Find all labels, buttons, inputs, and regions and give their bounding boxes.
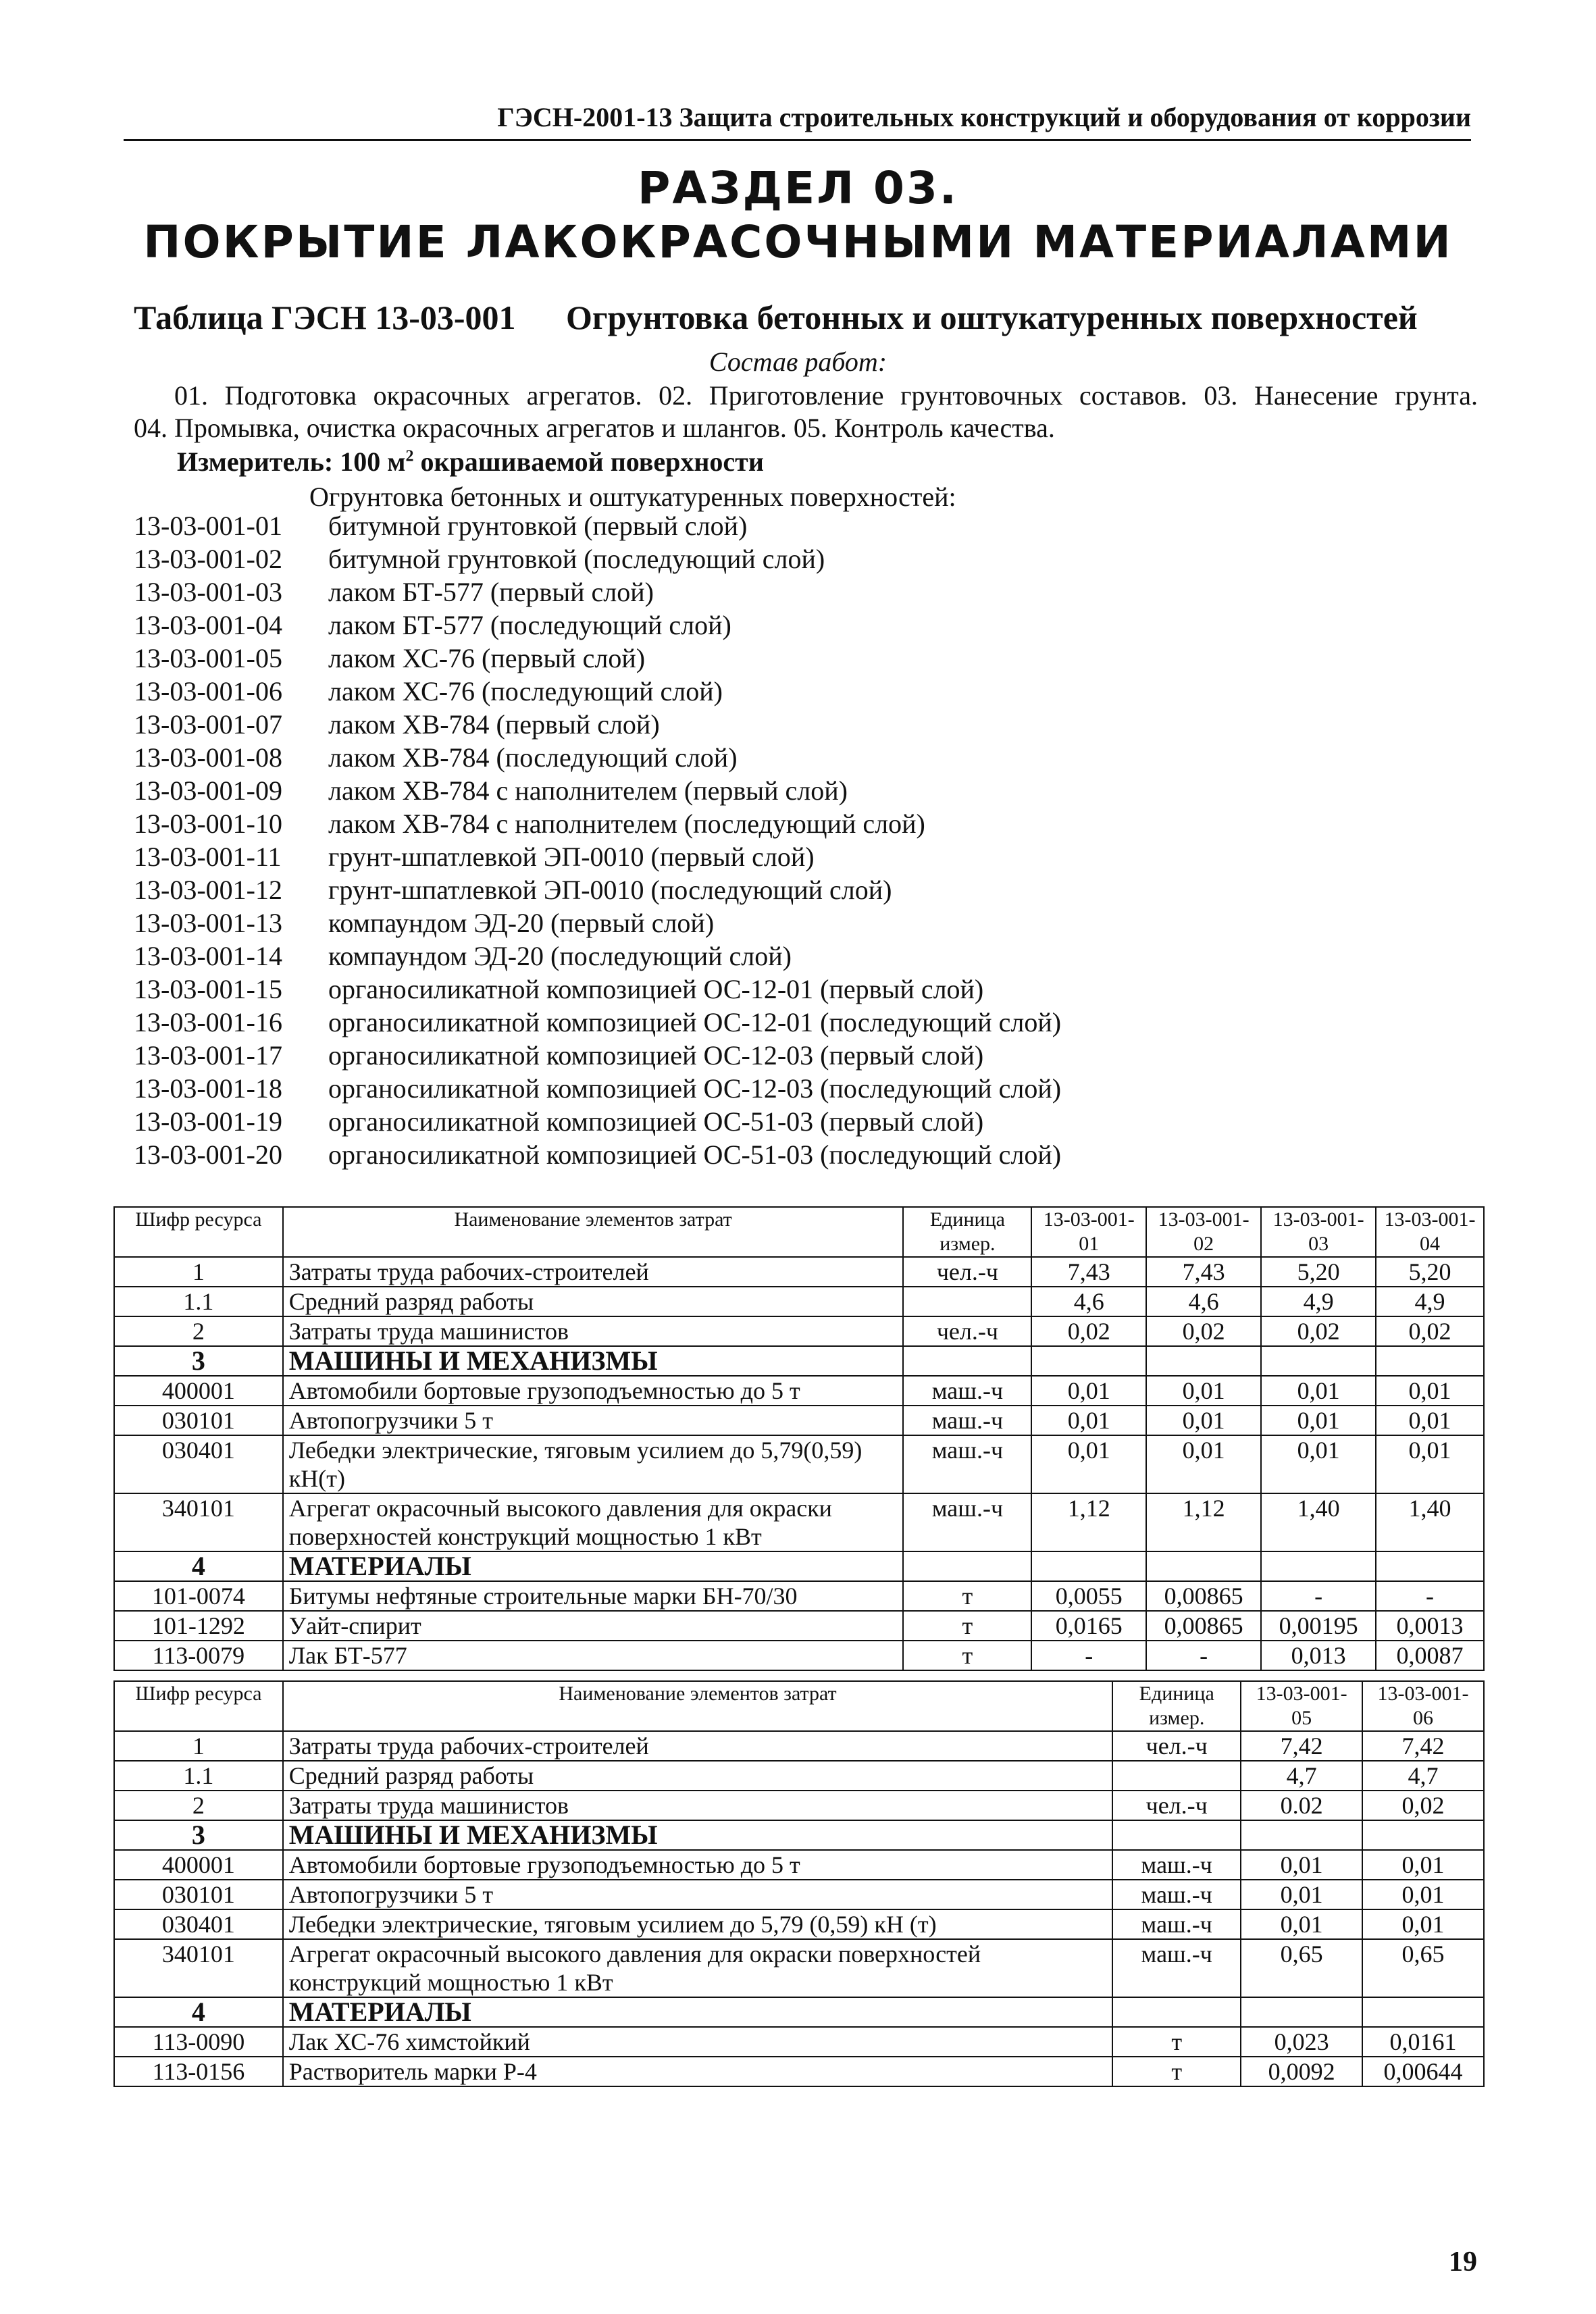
- norm-item: [134, 1138, 1061, 1171]
- cell-value: 0,01: [1362, 1850, 1484, 1880]
- cell-code: 340101: [114, 1493, 283, 1551]
- table-header-row: [114, 1681, 1484, 1731]
- cell-value: 7,43: [1146, 1257, 1261, 1287]
- resource-table-2: [113, 1680, 1485, 2087]
- cell-value: 0,00865: [1146, 1611, 1261, 1641]
- table-row: [114, 1406, 1484, 1435]
- norm-code: 13-03-001-18: [134, 1073, 282, 1104]
- norm-text: органосиликатной композицией ОС-51-03 (первый слой): [328, 1106, 984, 1137]
- cell-unit: [1112, 1820, 1241, 1850]
- cell-value: [1146, 1551, 1261, 1581]
- header-code: Шифр ресурса: [114, 1681, 283, 1731]
- cell-value: 0,02: [1261, 1316, 1376, 1346]
- norm-text: грунт-шпатлевкой ЭП-0010 (первый слой): [328, 842, 815, 872]
- cell-value: 0,01: [1376, 1376, 1484, 1406]
- cell-unit: [903, 1287, 1031, 1316]
- cell-value: [1362, 1820, 1484, 1850]
- cell-value: 0,02: [1031, 1316, 1146, 1346]
- cell-code: 1: [114, 1731, 283, 1761]
- table-row: [114, 1880, 1484, 1909]
- cell-name: Растворитель марки Р-4: [283, 2057, 1112, 2086]
- norm-code: 13-03-001-08: [134, 742, 282, 773]
- cell-value: 0,0013: [1376, 1611, 1484, 1641]
- cell-code: 400001: [114, 1850, 283, 1880]
- cell-code: 1.1: [114, 1761, 283, 1791]
- norm-text: лаком ХВ-784 (последующий слой): [328, 742, 738, 773]
- cell-code: 101-1292: [114, 1611, 283, 1641]
- cell-unit: т: [1112, 2027, 1241, 2057]
- cell-unit: [1112, 1997, 1241, 2027]
- cell-name: МАШИНЫ И МЕХАНИЗМЫ: [283, 1346, 904, 1376]
- cell-unit: т: [903, 1641, 1031, 1670]
- norm-text: компаундом ЭД-20 (последующий слой): [328, 941, 792, 971]
- norm-code: 13-03-001-16: [134, 1007, 282, 1037]
- cell-value: 4,6: [1146, 1287, 1261, 1316]
- cell-value: [1376, 1551, 1484, 1581]
- composition-text: [134, 380, 1478, 444]
- section-subtitle: ПОКРЫТИЕ ЛАКОКРАСОЧНЫМИ МАТЕРИАЛАМИ: [143, 216, 1453, 268]
- cell-unit: маш.-ч: [903, 1493, 1031, 1551]
- cell-value: [1261, 1551, 1376, 1581]
- cell-value: 4,9: [1261, 1287, 1376, 1316]
- norm-item: [134, 973, 1061, 1006]
- cell-code: 2: [114, 1791, 283, 1820]
- cell-code: 030101: [114, 1880, 283, 1909]
- cell-code: 3: [114, 1820, 283, 1850]
- cell-name: Затраты труда машинистов: [283, 1791, 1112, 1820]
- cell-name: Лак ХС-76 химстойкий: [283, 2027, 1112, 2057]
- norm-text: лаком ХС-76 (последующий слой): [328, 676, 723, 706]
- norm-item: [134, 1072, 1061, 1105]
- cell-name: Агрегат окрасочный высокого давления для окраски поверхностей конструкций мощностью 1 кВт: [283, 1493, 904, 1551]
- table-row: [114, 1551, 1484, 1581]
- cell-value: 1,40: [1261, 1493, 1376, 1551]
- norm-item: [134, 906, 1061, 940]
- norm-text: лаком БТ-577 (последующий слой): [328, 610, 731, 640]
- norm-code: 13-03-001-09: [134, 775, 282, 806]
- cell-name: Затраты труда рабочих-строителей: [283, 1731, 1112, 1761]
- cell-unit: [903, 1551, 1031, 1581]
- cell-value: 4,7: [1241, 1761, 1362, 1791]
- cell-code: 400001: [114, 1376, 283, 1406]
- cell-code: 4: [114, 1551, 283, 1581]
- cell-value: 0,00865: [1146, 1581, 1261, 1611]
- cell-unit: [903, 1346, 1031, 1376]
- header-name: Наименование элементов затрат: [283, 1681, 1112, 1731]
- cell-value: 0,0165: [1031, 1611, 1146, 1641]
- cell-value: [1031, 1346, 1146, 1376]
- table-row: [114, 1997, 1484, 2027]
- cell-value: 0,0092: [1241, 2057, 1362, 2086]
- table-row: [114, 1791, 1484, 1820]
- cell-code: 113-0079: [114, 1641, 283, 1670]
- cell-value: [1146, 1346, 1261, 1376]
- norm-text: органосиликатной композицией ОС-12-03 (первый слой): [328, 1040, 984, 1071]
- cell-value: 0,01: [1376, 1435, 1484, 1493]
- composition-heading: Состав работ:: [709, 346, 887, 377]
- cell-value: 0,01: [1362, 1909, 1484, 1939]
- table-row: [114, 2057, 1484, 2086]
- norm-item: [134, 1039, 1061, 1072]
- resource-table-1: [113, 1206, 1485, 1671]
- cell-value: 0.02: [1241, 1791, 1362, 1820]
- norm-item: [134, 1006, 1061, 1039]
- cell-value: -: [1031, 1641, 1146, 1670]
- cell-name: МАТЕРИАЛЫ: [283, 1551, 904, 1581]
- cell-code: 030101: [114, 1406, 283, 1435]
- cell-unit: т: [903, 1581, 1031, 1611]
- cell-value: 0,0087: [1376, 1641, 1484, 1670]
- cell-value: 0,01: [1241, 1909, 1362, 1939]
- header-norm-column: 13-03-001-06: [1362, 1681, 1484, 1731]
- composition-line-2: 04. Промывка, очистка окрасочных агрегатов и шлангов. 05. Контроль качества.: [134, 413, 1055, 443]
- norm-code: 13-03-001-20: [134, 1139, 282, 1170]
- norm-item: [134, 840, 1061, 873]
- cell-value: 0,01: [1362, 1880, 1484, 1909]
- norm-item: [134, 675, 1061, 708]
- meter-sup: 2: [405, 447, 414, 465]
- cell-name: Автомобили бортовые грузоподъемностью до 5 т: [283, 1850, 1112, 1880]
- cell-value: 0,01: [1146, 1376, 1261, 1406]
- cell-code: 4: [114, 1997, 283, 2027]
- norms-subheading: Огрунтовка бетонных и оштукатуренных поверхностей:: [309, 482, 956, 512]
- table-row: [114, 1257, 1484, 1287]
- cell-unit: маш.-ч: [1112, 1850, 1241, 1880]
- cell-unit: маш.-ч: [1112, 1880, 1241, 1909]
- meter-prefix: Измеритель: 100 м: [177, 446, 406, 477]
- cell-code: 340101: [114, 1939, 283, 1997]
- norm-code: 13-03-001-05: [134, 643, 282, 673]
- header-code: Шифр ресурса: [114, 1207, 283, 1257]
- header-unit: Единица измер.: [1112, 1681, 1241, 1731]
- norm-text: органосиликатной композицией ОС-12-03 (последующий слой): [328, 1073, 1062, 1104]
- cell-unit: маш.-ч: [903, 1406, 1031, 1435]
- cell-value: 0,01: [1261, 1406, 1376, 1435]
- cell-value: 0,01: [1376, 1406, 1484, 1435]
- norm-text: битумной грунтовкой (последующий слой): [328, 544, 825, 574]
- table-header-row: [114, 1207, 1484, 1257]
- norm-list: [134, 509, 1061, 1171]
- table-row: [114, 1611, 1484, 1641]
- cell-unit: чел.-ч: [903, 1316, 1031, 1346]
- cell-value: -: [1261, 1581, 1376, 1611]
- cell-value: [1031, 1551, 1146, 1581]
- norm-item: [134, 741, 1061, 774]
- norm-text: грунт-шпатлевкой ЭП-0010 (последующий слой): [328, 875, 892, 905]
- norm-item: [134, 940, 1061, 973]
- norm-text: органосиликатной композицией ОС-12-01 (первый слой): [328, 974, 984, 1004]
- norm-item: [134, 807, 1061, 840]
- cell-name: Автопогрузчики 5 т: [283, 1880, 1112, 1909]
- norm-item: [134, 542, 1061, 575]
- table-row: [114, 1909, 1484, 1939]
- norm-item: [134, 575, 1061, 609]
- cell-value: [1362, 1997, 1484, 2027]
- table-row: [114, 1761, 1484, 1791]
- cell-unit: маш.-ч: [1112, 1909, 1241, 1939]
- norm-code: 13-03-001-03: [134, 577, 282, 607]
- cell-value: [1261, 1346, 1376, 1376]
- cell-name: МАШИНЫ И МЕХАНИЗМЫ: [283, 1820, 1112, 1850]
- cell-unit: т: [1112, 2057, 1241, 2086]
- cell-value: 1,12: [1146, 1493, 1261, 1551]
- cell-value: 0,01: [1241, 1850, 1362, 1880]
- cell-name: Лак БТ-577: [283, 1641, 904, 1670]
- cell-value: 0,65: [1241, 1939, 1362, 1997]
- cell-unit: маш.-ч: [903, 1435, 1031, 1493]
- composition-line-1: 01. Подготовка окрасочных агрегатов. 02. Приготовление грунтовочных составов. 03. Нанесение грунта.: [174, 380, 1478, 411]
- cell-code: 030401: [114, 1909, 283, 1939]
- norm-text: компаундом ЭД-20 (первый слой): [328, 908, 715, 938]
- table-row: [114, 2027, 1484, 2057]
- cell-value: 0,01: [1261, 1435, 1376, 1493]
- cell-value: 7,43: [1031, 1257, 1146, 1287]
- cell-value: 0,02: [1362, 1791, 1484, 1820]
- norm-code: 13-03-001-04: [134, 610, 282, 640]
- cell-name: Лебедки электрические, тяговым усилием до 5,79(0,59) кН(т): [283, 1435, 904, 1493]
- norm-code: 13-03-001-12: [134, 875, 282, 905]
- norm-text: лаком ХВ-784 с наполнителем (первый слой): [328, 775, 848, 806]
- cell-code: 1: [114, 1257, 283, 1287]
- norm-code: 13-03-001-19: [134, 1106, 282, 1137]
- norm-item: [134, 708, 1061, 741]
- cell-code: 113-0090: [114, 2027, 283, 2057]
- table-row: [114, 1346, 1484, 1376]
- cell-value: 1,40: [1376, 1493, 1484, 1551]
- cell-name: Автопогрузчики 5 т: [283, 1406, 904, 1435]
- table-row: [114, 1939, 1484, 1997]
- cell-value: 0,01: [1031, 1435, 1146, 1493]
- cell-unit: [1112, 1761, 1241, 1791]
- table-number: Таблица ГЭСН 13-03-001: [134, 299, 516, 336]
- cell-value: 0,01: [1146, 1435, 1261, 1493]
- norm-code: 13-03-001-10: [134, 808, 282, 839]
- cell-unit: чел.-ч: [1112, 1791, 1241, 1820]
- meter-suffix: окрашиваемой поверхности: [413, 446, 764, 477]
- table-caption: [134, 297, 1418, 338]
- norm-code: 13-03-001-15: [134, 974, 282, 1004]
- cell-value: 0,01: [1261, 1376, 1376, 1406]
- norm-item: [134, 873, 1061, 906]
- cell-value: 0,65: [1362, 1939, 1484, 1997]
- cell-value: 7,42: [1362, 1731, 1484, 1761]
- cell-value: 0,02: [1146, 1316, 1261, 1346]
- norm-code: 13-03-001-14: [134, 941, 282, 971]
- meter: [177, 446, 764, 478]
- header-unit: Единица измер.: [903, 1207, 1031, 1257]
- cell-value: 0,023: [1241, 2027, 1362, 2057]
- norm-text: битумной грунтовкой (первый слой): [328, 511, 748, 541]
- cell-value: [1376, 1346, 1484, 1376]
- cell-unit: т: [903, 1611, 1031, 1641]
- cell-value: 4,6: [1031, 1287, 1146, 1316]
- header-name: Наименование элементов затрат: [283, 1207, 904, 1257]
- table-name: Огрунтовка бетонных и оштукатуренных поверхностей: [566, 299, 1418, 336]
- cell-name: Затраты труда машинистов: [283, 1316, 904, 1346]
- cell-code: 1.1: [114, 1287, 283, 1316]
- cell-code: 3: [114, 1346, 283, 1376]
- cell-value: 0,01: [1031, 1376, 1146, 1406]
- table-row: [114, 1435, 1484, 1493]
- norm-code: 13-03-001-01: [134, 511, 282, 541]
- cell-name: Агрегат окрасочный высокого давления для окраски поверхностей конструкций мощностью 1 кВт: [283, 1939, 1112, 1997]
- cell-value: 0,02: [1376, 1316, 1484, 1346]
- header-norm-column: 13-03-001-04: [1376, 1207, 1484, 1257]
- norm-text: лаком ХС-76 (первый слой): [328, 643, 646, 673]
- table-row: [114, 1731, 1484, 1761]
- cell-name: Автомобили бортовые грузоподъемностью до 5 т: [283, 1376, 904, 1406]
- cell-value: 0,00644: [1362, 2057, 1484, 2086]
- table-row: [114, 1820, 1484, 1850]
- table-row: [114, 1287, 1484, 1316]
- cell-value: 0,00195: [1261, 1611, 1376, 1641]
- norm-text: органосиликатной композицией ОС-12-01 (последующий слой): [328, 1007, 1062, 1037]
- cell-value: 0,0161: [1362, 2027, 1484, 2057]
- cell-code: 113-0156: [114, 2057, 283, 2086]
- cell-value: 1,12: [1031, 1493, 1146, 1551]
- cell-value: -: [1376, 1581, 1484, 1611]
- cell-value: 5,20: [1261, 1257, 1376, 1287]
- norm-text: лаком ХВ-784 (первый слой): [328, 709, 660, 740]
- cell-value: 0,01: [1031, 1406, 1146, 1435]
- cell-value: 0,01: [1241, 1880, 1362, 1909]
- norm-item: [134, 1105, 1061, 1138]
- cell-value: 0,013: [1261, 1641, 1376, 1670]
- cell-name: Средний разряд работы: [283, 1761, 1112, 1791]
- cell-code: 2: [114, 1316, 283, 1346]
- cell-unit: маш.-ч: [903, 1376, 1031, 1406]
- cell-value: 4,9: [1376, 1287, 1484, 1316]
- header-norm-column: 13-03-001-02: [1146, 1207, 1261, 1257]
- norm-text: органосиликатной композицией ОС-51-03 (последующий слой): [328, 1139, 1062, 1170]
- cell-value: [1241, 1997, 1362, 2027]
- norm-item: [134, 642, 1061, 675]
- norm-code: 13-03-001-02: [134, 544, 282, 574]
- norm-code: 13-03-001-11: [134, 842, 282, 872]
- cell-value: 0,0055: [1031, 1581, 1146, 1611]
- cell-value: -: [1146, 1641, 1261, 1670]
- cell-name: Битумы нефтяные строительные марки БН-70/30: [283, 1581, 904, 1611]
- section-title: РАЗДЕЛ 03.: [638, 162, 958, 214]
- cell-name: Затраты труда рабочих-строителей: [283, 1257, 904, 1287]
- norm-code: 13-03-001-13: [134, 908, 282, 938]
- cell-unit: маш.-ч: [1112, 1939, 1241, 1997]
- cell-value: [1241, 1820, 1362, 1850]
- norm-text: лаком ХВ-784 с наполнителем (последующий слой): [328, 808, 925, 839]
- header-norm-column: 13-03-001-03: [1261, 1207, 1376, 1257]
- header-norm-column: 13-03-001-05: [1241, 1681, 1362, 1731]
- cell-value: 5,20: [1376, 1257, 1484, 1287]
- norm-item: [134, 609, 1061, 642]
- table-row: [114, 1850, 1484, 1880]
- cell-code: 101-0074: [114, 1581, 283, 1611]
- cell-name: МАТЕРИАЛЫ: [283, 1997, 1112, 2027]
- cell-name: Лебедки электрические, тяговым усилием до 5,79 (0,59) кН (т): [283, 1909, 1112, 1939]
- cell-unit: чел.-ч: [903, 1257, 1031, 1287]
- cell-value: 0,01: [1146, 1406, 1261, 1435]
- norm-code: 13-03-001-17: [134, 1040, 282, 1071]
- cell-unit: чел.-ч: [1112, 1731, 1241, 1761]
- table-row: [114, 1376, 1484, 1406]
- table-row: [114, 1493, 1484, 1551]
- cell-code: 030401: [114, 1435, 283, 1493]
- header-norm-column: 13-03-001-01: [1031, 1207, 1146, 1257]
- table-row: [114, 1316, 1484, 1346]
- norm-item: [134, 509, 1061, 542]
- norm-item: [134, 774, 1061, 807]
- norm-code: 13-03-001-06: [134, 676, 282, 706]
- cell-name: Уайт-спирит: [283, 1611, 904, 1641]
- cell-value: 4,7: [1362, 1761, 1484, 1791]
- table-row: [114, 1641, 1484, 1670]
- cell-value: 7,42: [1241, 1731, 1362, 1761]
- table-row: [114, 1581, 1484, 1611]
- cell-name: Средний разряд работы: [283, 1287, 904, 1316]
- page-header: ГЭСН-2001-13 Защита строительных конструкций и оборудования от коррозии: [124, 99, 1471, 141]
- norm-code: 13-03-001-07: [134, 709, 282, 740]
- norm-text: лаком БТ-577 (первый слой): [328, 577, 654, 607]
- page-number: 19: [1449, 2246, 1477, 2278]
